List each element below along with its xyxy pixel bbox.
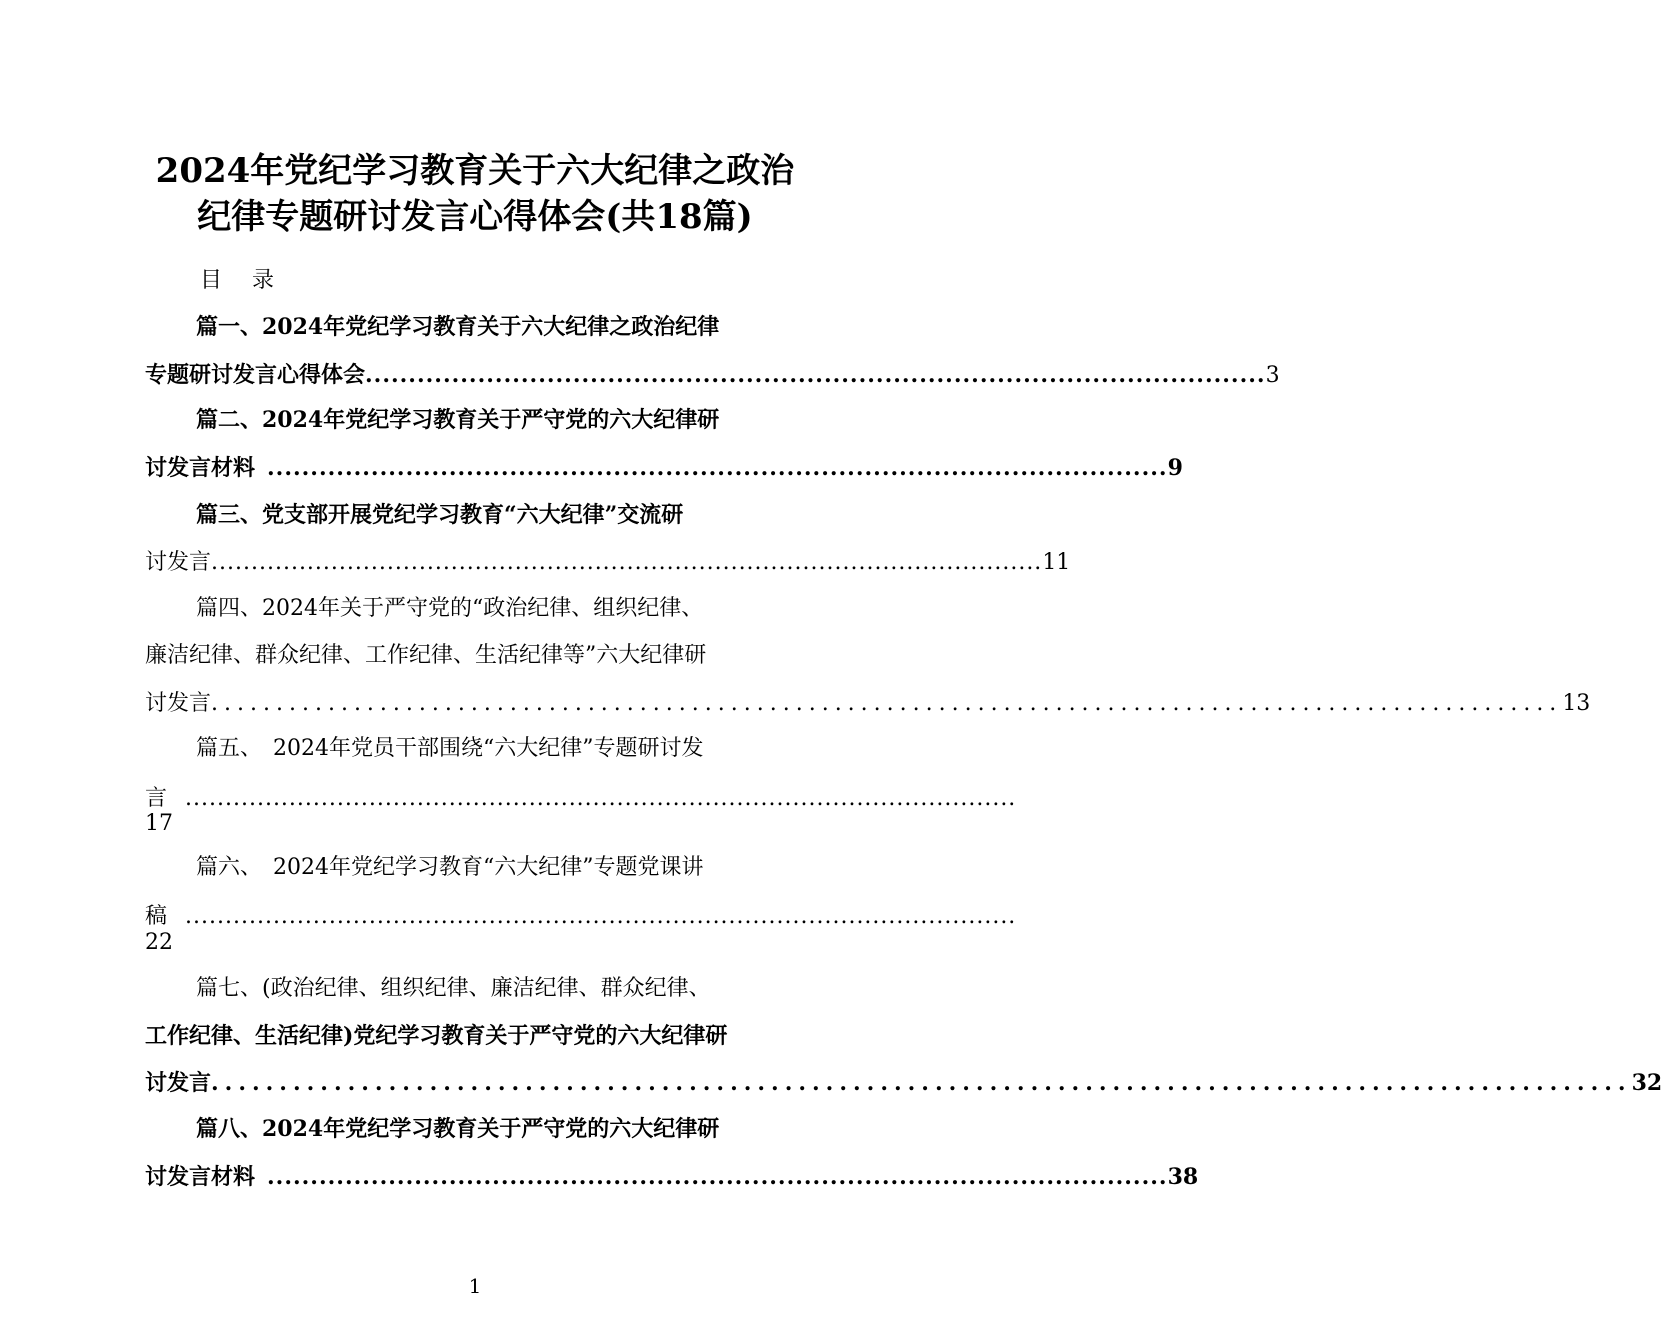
- toc-entry-8-line-2: [145, 1162, 1199, 1192]
- toc-entry-3-line-2: [145, 548, 1071, 578]
- toc-entry-7-leader: ........................................................................................................: [211, 1070, 1632, 1096]
- toc-entry-7-title: 讨发言: [145, 1070, 212, 1096]
- title-line-1: 2024年党纪学习教育关于六大纪律之政治: [155, 151, 795, 191]
- toc-entry-2-line-2: [145, 453, 1183, 483]
- toc-entry-8-page: 38: [1167, 1164, 1199, 1190]
- toc-entry-4-line-2: 廉洁纪律、群众纪律、工作纪律、生活纪律等”六大纪律研: [145, 643, 707, 668]
- toc-entry-7-page: 32: [1631, 1070, 1662, 1096]
- toc-entry-5-title: 言: [145, 786, 168, 811]
- toc-entry-3-line-1: 篇三、党支部开展党纪学习教育“六大纪律”交流研: [196, 502, 684, 528]
- toc-entry-3-leader: ........................................................................................................: [211, 550, 1043, 575]
- title-line-2: 纪律专题研讨发言心得体会(共18篇): [197, 197, 753, 237]
- toc-entry-1-line-1: 篇一、2024年党纪学习教育关于六大纪律之政治纪律: [196, 314, 720, 340]
- toc-entry-5-page: 17: [145, 811, 173, 836]
- toc-entry-2-title: 讨发言材料: [145, 455, 256, 481]
- toc-entry-2-leader: ........................................................................................................: [267, 455, 1168, 481]
- toc-entry-7-line-2: 工作纪律、生活纪律)党纪学习教育关于严守党的六大纪律研: [145, 1023, 728, 1049]
- toc-entry-8-title: 讨发言材料: [145, 1164, 256, 1190]
- toc-entry-1-line-2: [145, 360, 1280, 391]
- toc-entry-1-page: 3: [1265, 363, 1280, 388]
- toc-entry-1-leader: ........................................................................................................: [365, 362, 1266, 388]
- document-title: [80, 148, 870, 240]
- toc-entry-6-page: 22: [145, 930, 173, 955]
- toc-entry-6-line-1: 篇六、 2024年党纪学习教育“六大纪律”专题党课讲: [196, 855, 704, 880]
- toc-entry-4-page: 13: [1562, 691, 1591, 716]
- toc-entry-3-page: 11: [1042, 550, 1071, 575]
- toc-entry-2-page: 9: [1167, 455, 1183, 481]
- toc-entry-4-line-1: 篇四、2024年关于严守党的“政治纪律、组织纪律、: [196, 596, 704, 621]
- toc-entry-4-title: 讨发言: [145, 691, 212, 716]
- toc-entry-7-line-1: 篇七、(政治纪律、组织纪律、廉洁纪律、群众纪律、: [196, 976, 711, 1001]
- toc-entry-7-line-3: [145, 1068, 1662, 1098]
- toc-entry-3-title: 讨发言: [145, 550, 212, 575]
- toc-heading-char-1: 目: [200, 268, 223, 293]
- toc-entry-6-leader: ........................................................................................................: [185, 904, 1017, 929]
- toc-entry-2-line-1: 篇二、2024年党纪学习教育关于严守党的六大纪律研: [196, 407, 720, 433]
- toc-heading: [200, 266, 274, 296]
- toc-entry-4-leader: ........................................................................................................: [211, 691, 1563, 716]
- toc-entry-1-title: 专题研讨发言心得体会: [145, 362, 366, 388]
- toc-entry-5-leader: ........................................................................................................: [185, 786, 1017, 811]
- toc-entry-5-line-1: 篇五、 2024年党员干部围绕“六大纪律”专题研讨发: [196, 736, 704, 761]
- toc-entry-8-line-1: 篇八、2024年党纪学习教育关于严守党的六大纪律研: [196, 1116, 720, 1142]
- toc-heading-char-2: 录: [252, 268, 275, 293]
- toc-entry-8-leader: ........................................................................................................: [267, 1164, 1168, 1190]
- toc-entry-6-title: 稿: [145, 904, 168, 929]
- page-number: 1: [468, 1274, 482, 1298]
- toc-entry-4-line-3: [145, 689, 1591, 719]
